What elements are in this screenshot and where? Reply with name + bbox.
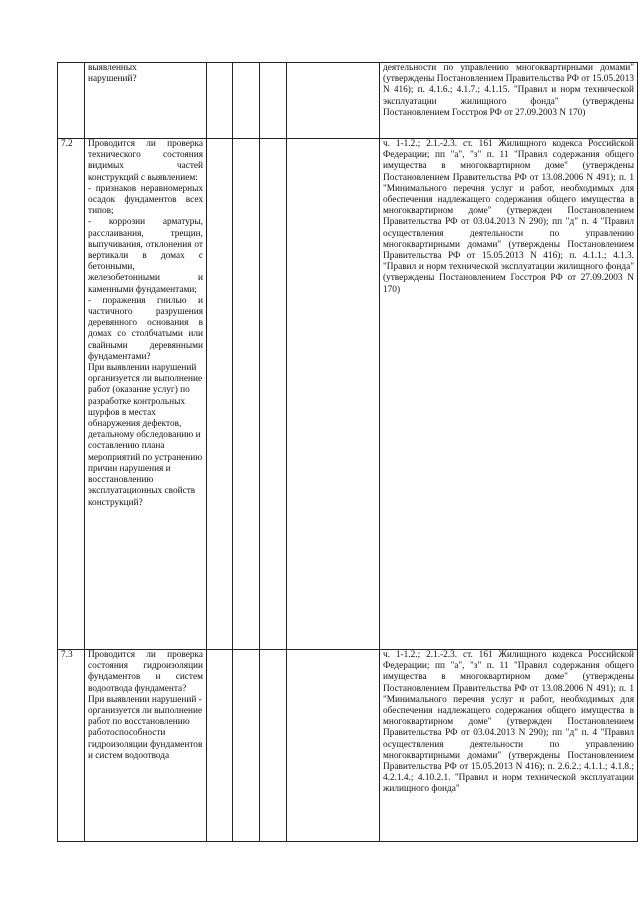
answer-cell bbox=[260, 63, 287, 139]
table-body bbox=[58, 63, 638, 842]
answer-cell bbox=[233, 63, 260, 139]
answer-cell bbox=[260, 139, 287, 650]
question-paragraph: выявленных bbox=[88, 63, 137, 73]
table-row bbox=[58, 650, 638, 842]
table-row bbox=[58, 63, 638, 139]
row-number bbox=[58, 63, 85, 139]
table-row bbox=[58, 139, 638, 650]
question-cell bbox=[85, 650, 207, 842]
question-paragraph: При выявлении нарушений организуется ли выполнение работ (оказание услуг) по разработке контрольных шурфов в местах обнаружения дефектов, детальному обследованию и составлению плана мероприятий по устранению причин нарушения и восстановлению эксплуатационных свойств конструкций? bbox=[88, 363, 203, 508]
question-cell bbox=[85, 139, 207, 650]
answer-cell bbox=[233, 139, 260, 650]
question-paragraph: Проводится ли проверка технического состояния видимых частей конструкций с выявлением: bbox=[88, 139, 203, 183]
row-number: 7.3 bbox=[58, 650, 85, 842]
answer-cell bbox=[207, 63, 233, 139]
answer-cell bbox=[287, 63, 380, 139]
legal-reference-cell: деятельности по управлению многоквартирными домами" (утверждены Постановлением Правительства РФ от 15.05.2013 N 416); п. 4.1.6.; 4.1.7.; 4.1.15. "Правил и норм технической эксплуатации жилищного фонда" (утверждены Постановлением Госстроя РФ от 27.09.2003 N 170) bbox=[380, 63, 638, 139]
answer-cell bbox=[207, 139, 233, 650]
question-cell bbox=[85, 63, 207, 139]
answer-cell bbox=[207, 650, 233, 842]
inspection-checklist-table bbox=[57, 62, 638, 842]
legal-reference-cell: ч. 1-1.2.; 2.1.-2.3. ст. 161 Жилищного кодекса Российской Федерации; пп "а", "з" п. 11 "Правил содержания общего имущества в многоквартирном доме" (утверждены Постановлением Правительства РФ от 13.08.2006 N 491); п. 1 "Минимального перечня услуг и работ, необходимых для обеспечения надлежащего содержания общего имущества в многоквартирном доме" (утвержден Постановлением Правительства РФ от 03.04.2013 N 290); пп "д" п. 4 "Правил осуществления деятельности по управлению многоквартирными домами" (утверждены Постановлением Правительства РФ от 15.05.2013 N 416); п. 2.6.2.; 4.1.1.; 4.1.8.; 4.2.1.4.; 4.10.2.1. "Правил и норм технической эксплуатации жилищного фонда" bbox=[380, 650, 638, 842]
answer-cell bbox=[287, 139, 380, 650]
question-paragraph: При выявлении нарушений - организуется ли выполнение работ по восстановлению работоспособности гидроизоляции фундаментов и систем водоотвода bbox=[88, 694, 203, 761]
question-paragraph: - коррозии арматуры, расслаивания, трещин, выпучивания, отклонения от вертикали в домах с бетонными, железобетонными и каменными фундаментами; bbox=[88, 217, 203, 295]
question-paragraph: Проводится ли проверка состояния гидроизоляции фундаментов и систем водоотвода фундамента? bbox=[88, 650, 203, 694]
question-paragraph: - признаков неравномерных осадок фундаментов всех типов; bbox=[88, 183, 203, 217]
answer-cell bbox=[287, 650, 380, 842]
answer-cell bbox=[233, 650, 260, 842]
question-paragraph: - поражения гнилью и частичного разрушения деревянного основания в домах со столбчатыми или свайными деревянными фундаментами? bbox=[88, 295, 203, 362]
row-number: 7.2 bbox=[58, 139, 85, 650]
answer-cell bbox=[260, 650, 287, 842]
legal-reference-cell: ч. 1-1.2.; 2.1.-2.3. ст. 161 Жилищного кодекса Российской Федерации; пп "а", "з" п. 11 "Правил содержания общего имущества в многоквартирном доме" (утверждены Постановлением Правительства РФ от 13.08.2006 N 491); п. 1 "Минимального перечня услуг и работ, необходимых для обеспечения надлежащего содержания общего имущества в многоквартирном доме" (утвержден Постановлением Правительства РФ от 03.04.2013 N 290); пп "д" п. 4 "Правил осуществления деятельности по управлению многоквартирными домами" (утверждены Постановлением Правительства РФ от 15.05.2013 N 416); п. 4.1.1.; 4.1.3. "Правил и норм технической эксплуатации жилищного фонда" (утверждены Постановлением Госстроя РФ от 27.09.2003 N 170) bbox=[380, 139, 638, 650]
question-paragraph: нарушений? bbox=[88, 74, 137, 85]
